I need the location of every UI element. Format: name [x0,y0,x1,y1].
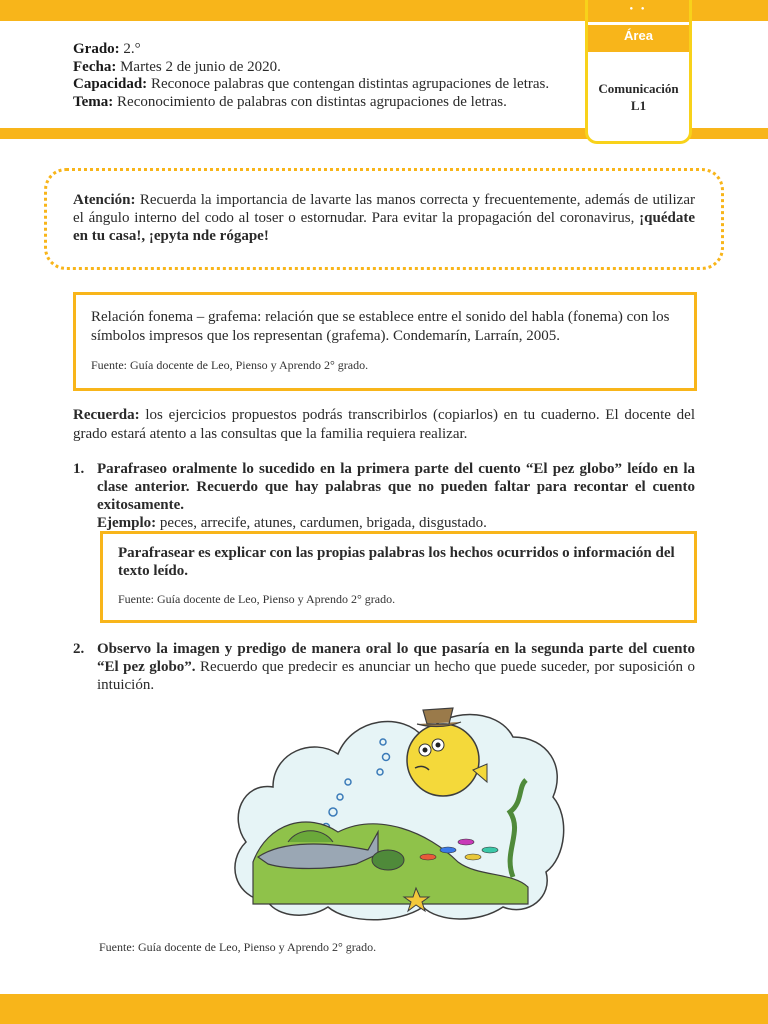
definition-box [73,292,697,391]
pufferfish-illustration [228,692,568,924]
attention-notice [44,168,724,270]
turtle [372,850,404,870]
item-1-number: 1. [73,461,85,477]
area-label: Área [624,28,653,43]
fecha-row [73,59,549,77]
grado-row [73,41,549,59]
capacidad-label: Capacidad: [73,76,148,92]
capacidad-row [73,76,549,94]
paraphrase-source: Fuente: Guía docente de Leo, Pienso y Aprendo 2° grado. [118,592,396,606]
tema-row [73,94,549,112]
fecha-value: Martes 2 de junio de 2020. [120,58,281,75]
subject-line1: Comunicación [598,81,679,96]
activity-item-1 [73,460,695,532]
attention-label: Atención: [73,192,136,208]
capacidad-value: Reconoce palabras que contengan distintas agrupaciones de letras. [150,76,550,92]
definition-source: Fuente: Guía docente de Leo, Pienso y Aprendo 2° grado. [91,358,369,372]
tab-dots-decoration: ● ● [629,6,648,12]
item-2-number: 2. [73,641,85,657]
fecha-label: Fecha: [73,58,117,75]
item-2-text: Recuerdo que predecir es anunciar un hecho que puede suceder, por suposición o intuición. [97,659,696,693]
tema-value: Reconocimiento de palabras con distintas agrupaciones de letras. [117,93,507,110]
reminder-paragraph [73,406,695,444]
area-tab-header [588,0,689,52]
attention-emphasis: ¡quédate en tu casa!, ¡epyta nde rógape! [73,210,695,244]
subject-line2: L1 [630,98,647,113]
grado-label: Grado: [73,41,120,57]
bottom-accent-bar [0,994,768,1024]
reminder-label: Recuerda: [73,407,140,423]
image-source: Fuente: Guía docente de Leo, Pienso y Aprendo 2° grado. [99,940,377,954]
item-1-example-text: peces, arrecife, atunes, cardumen, brigada, disgustado. [159,515,487,531]
definition-text: Relación fonema – grafema: relación que se establece entre el sonido del habla (fonema) con los símbolos impresos que los representan (grafema). Condemarín, Larraín, 2005. [91,309,670,344]
item-1-instruction: Parafraseo oralmente lo sucedido en la primera parte del cuento “El pez globo” leído en la clase anterior. Recuerdo que hay palabras que no pueden faltar para recontar el cuento exitosamente. [97,461,695,513]
lesson-header [73,41,549,111]
grado-value: 2.° [123,41,141,57]
reminder-text: los ejercicios propuestos podrás transcribirlos (copiarlos) en tu cuaderno. El docente del grado estará atento a las consultas que la familia requiera realizar. [73,407,695,442]
paraphrase-box [100,531,697,623]
attention-text: Recuerda la importancia de lavarte las manos correcta y frecuentemente, además de utilizar el ángulo interno del codo al toser o estornudar. Para evitar la propagación del coronavirus, [73,192,695,226]
area-tab [585,0,692,144]
item-1-example-label: Ejemplo: [97,515,157,531]
tab-stripe [588,22,689,25]
tema-label: Tema: [73,93,114,110]
item-2-instruction: Observo la imagen y predigo de manera oral lo que pasaría en la segunda parte del cuento “El pez globo”. [97,641,695,675]
area-subject [588,80,689,114]
paraphrase-text: Parafrasear es explicar con las propias palabras los hechos ocurridos o información del texto leído. [118,545,675,579]
activity-item-2 [73,640,695,694]
